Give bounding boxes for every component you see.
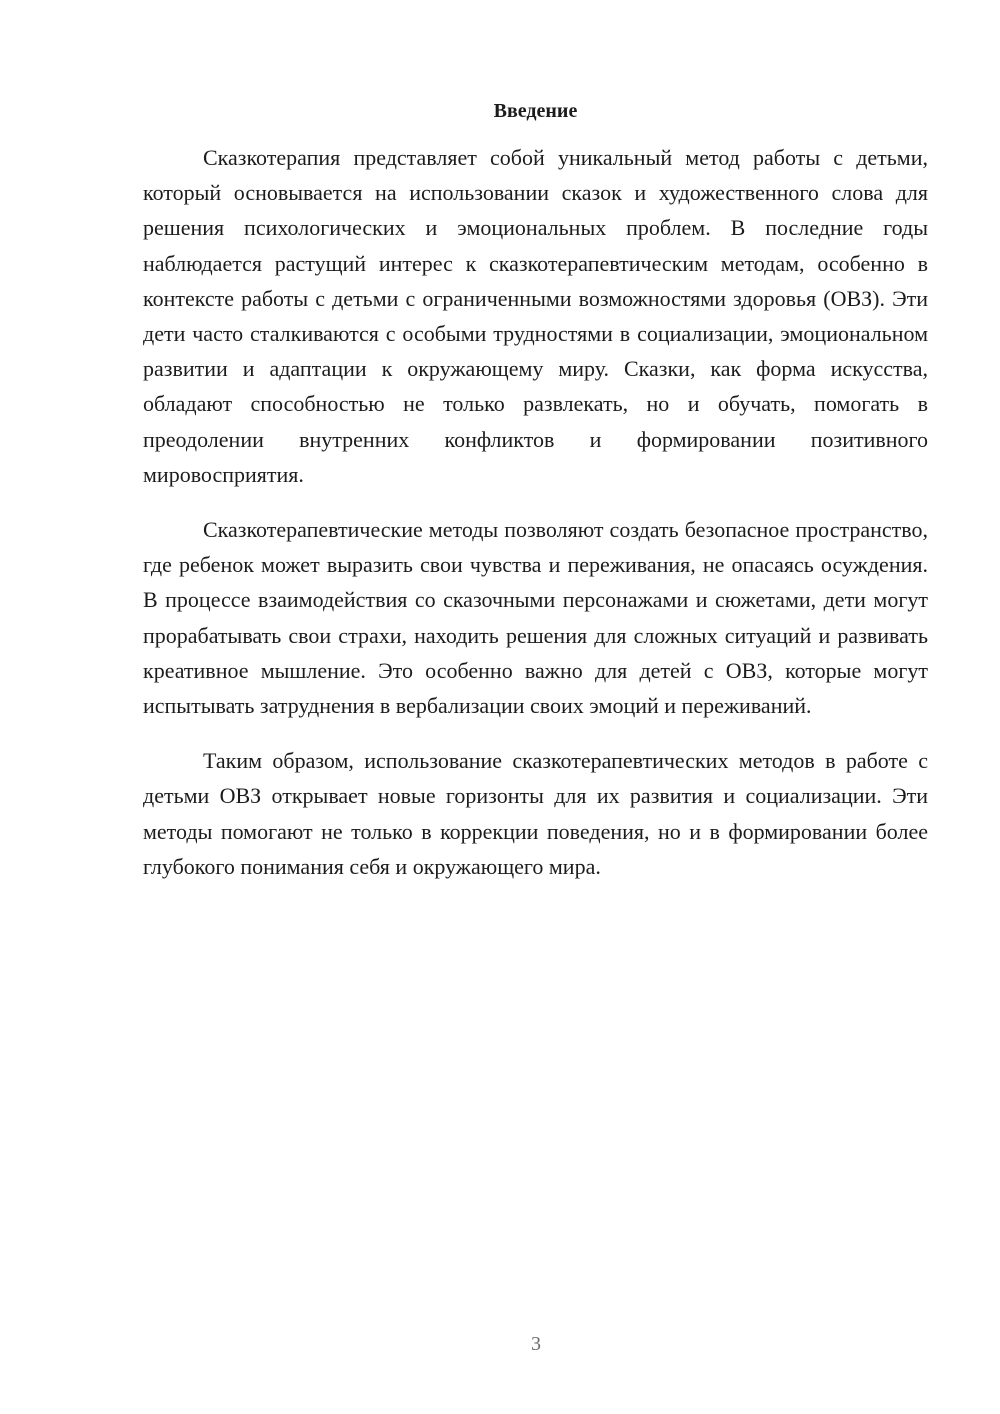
page-number: 3 — [531, 1333, 541, 1355]
paragraph-2: Сказкотерапевтические методы позволяют создать безопасное пространство, где ребенок может выразить свои чувства и переживания, не опасаясь осуждения. В процессе взаимодействия со сказочными персонажами и сюжетами, дети могут прорабатывать свои страхи, находить решения для сложных ситуаций и развивать креативное мышление. Это особенно важно для детей с ОВЗ, которые могут испытывать затруднения в вербализации своих эмоций и переживаний. — [143, 517, 928, 719]
document-body — [143, 96, 928, 884]
section-title: Введение — [493, 100, 578, 122]
paragraph-1: Сказкотерапия представляет собой уникальный метод работы с детьми, который основывается на использовании сказок и художественного слова для решения психологических и эмоциональных проблем. В последние годы наблюдается растущий интерес к сказкотерапевтическим методам, особенно в контексте работы с детьми с ограниченными возможностями здоровья (ОВЗ). Эти дети часто сталкиваются с особыми трудностями в социализации, эмоциональном развитии и адаптации к окружающему миру. Сказки, как форма искусства, обладают способностью не только развлекать, но и обучать, помогать в преодолении внутренних конфликтов и формировании позитивного мировосприятия. — [143, 145, 928, 487]
paragraph-3: Таким образом, использование сказкотерапевтических методов в работе с детьми ОВЗ открывает новые горизонты для их развития и социализации. Эти методы помогают не только в коррекции поведения, но и в формировании более глубокого понимания себя и окружающего мира. — [143, 748, 928, 879]
